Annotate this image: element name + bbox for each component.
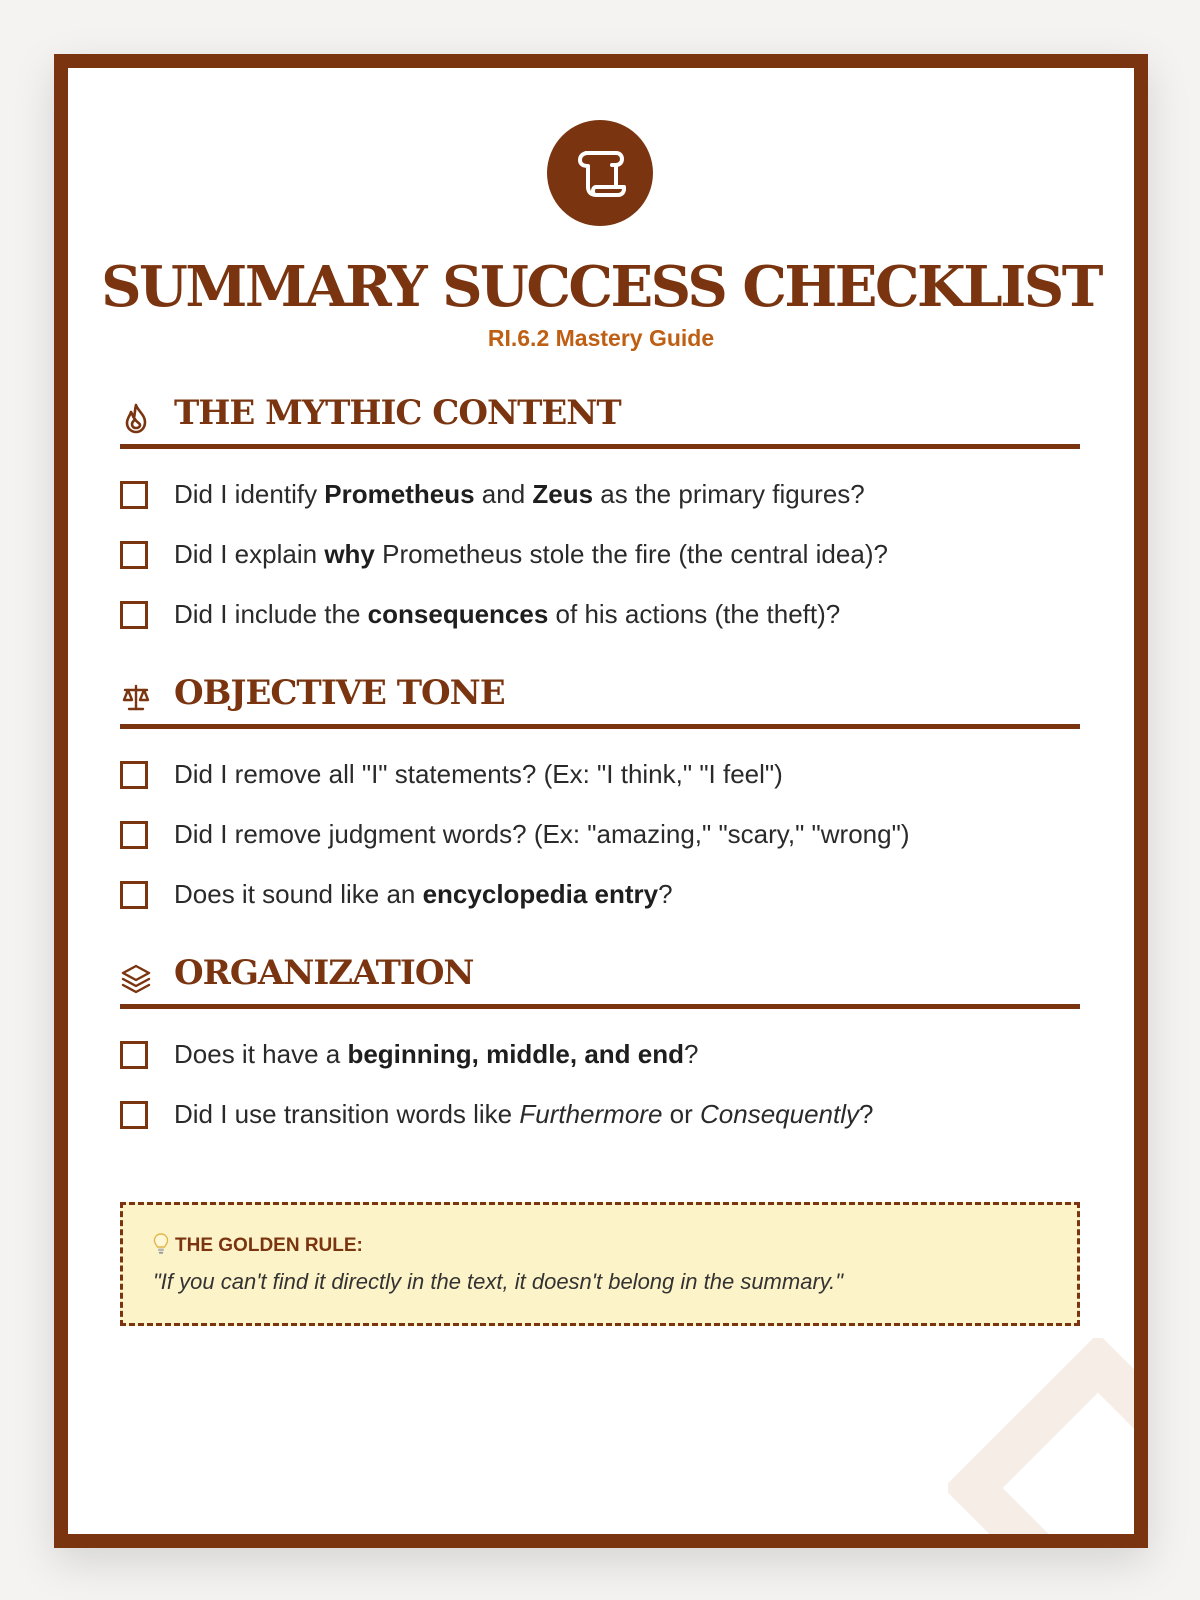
checklist-item[interactable] <box>120 537 1080 577</box>
checklist-item[interactable] <box>120 757 1080 797</box>
section-title: THE MYTHIC CONTENT <box>174 393 621 433</box>
checkbox[interactable] <box>120 821 148 849</box>
checklist-item[interactable] <box>120 817 1080 857</box>
callout-label: THE GOLDEN RULE: <box>153 1233 363 1258</box>
callout-quote: "If you can't find it directly in the text, it doesn't belong in the summary." <box>153 1269 844 1294</box>
golden-rule-callout <box>120 1202 1080 1326</box>
item-text: Did I identify Prometheus and Zeus as the primary figures? <box>174 479 865 509</box>
item-text: Does it have a beginning, middle, and end? <box>174 1039 699 1069</box>
item-text: Did I explain why Prometheus stole the fire (the central idea)? <box>174 539 888 569</box>
section-header-objective-tone <box>120 668 1080 729</box>
page-subtitle: RI.6.2 Mastery Guide <box>487 325 715 351</box>
flame-icon <box>120 402 152 434</box>
checkbox[interactable] <box>120 761 148 789</box>
item-text: Did I use transition words like Furthermore or Consequently? <box>174 1099 874 1129</box>
page-title: SUMMARY SUCCESS CHECKLIST <box>101 254 1101 320</box>
checklist-item[interactable] <box>120 1037 1080 1077</box>
checkbox[interactable] <box>120 601 148 629</box>
checklist-item[interactable] <box>120 477 1080 517</box>
lightbulb-icon <box>153 1233 169 1255</box>
checkbox[interactable] <box>120 1041 148 1069</box>
item-text: Does it sound like an encyclopedia entry? <box>174 879 673 909</box>
section-title: OBJECTIVE TONE <box>174 673 505 713</box>
checkbox[interactable] <box>120 541 148 569</box>
section-header-mythic-content <box>120 388 1080 449</box>
item-text: Did I remove judgment words? (Ex: "amazing," "scary," "wrong") <box>174 819 910 849</box>
scroll-icon <box>570 143 630 203</box>
checklist-item[interactable] <box>120 1097 1080 1137</box>
item-text: Did I include the consequences of his actions (the theft)? <box>174 599 841 629</box>
layers-icon <box>120 962 152 994</box>
item-text: Did I remove all "I" statements? (Ex: "I think," "I feel") <box>174 759 783 789</box>
section-title: ORGANIZATION <box>174 953 474 993</box>
diamond-watermark-icon <box>948 1338 1148 1548</box>
section-header-organization <box>120 948 1080 1009</box>
emblem-badge <box>547 120 653 226</box>
checklist-item[interactable] <box>120 877 1080 917</box>
checklist-card <box>54 54 1148 1548</box>
scale-icon <box>120 682 152 714</box>
checkbox[interactable] <box>120 481 148 509</box>
checklist-item[interactable] <box>120 597 1080 637</box>
checkbox[interactable] <box>120 1101 148 1129</box>
checkbox[interactable] <box>120 881 148 909</box>
